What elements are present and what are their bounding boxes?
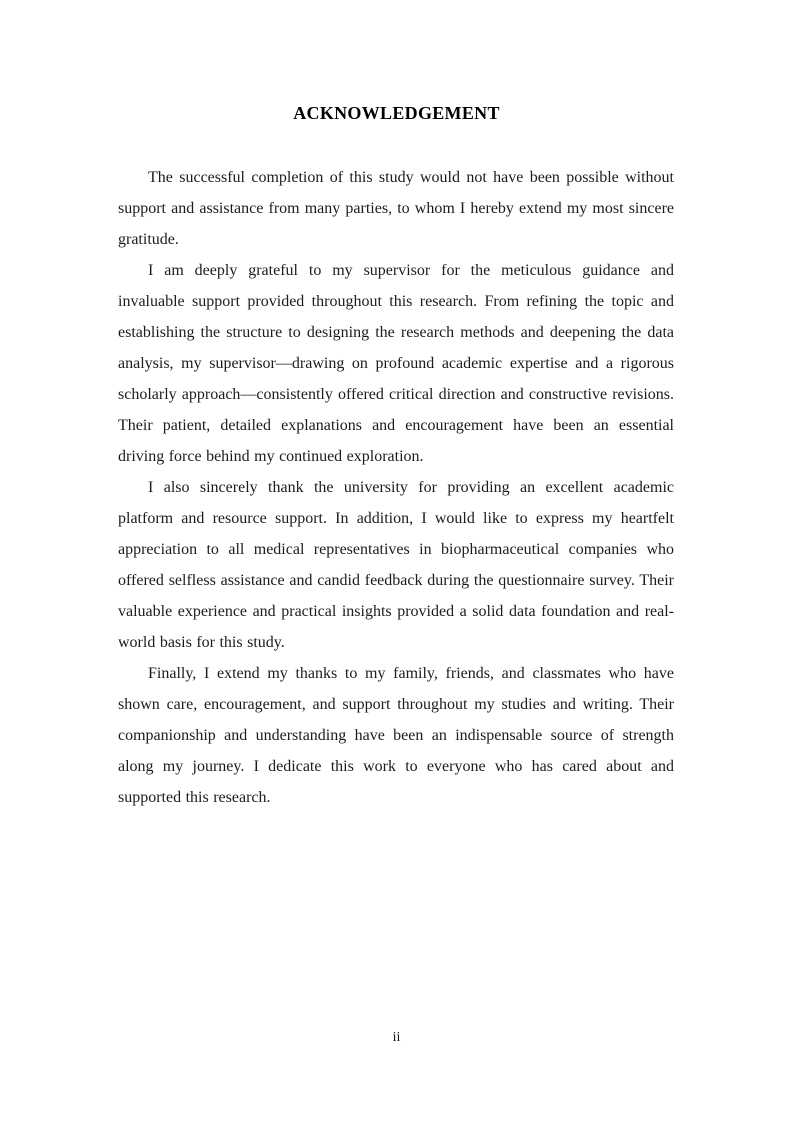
paragraph-4: Finally, I extend my thanks to my family, friends, and classmates who have shown care, encouragement, and support throughout my studies and writing. Their companionship and understanding have been an indispensable source of strength along my journey. I dedicate this work to everyone who has cared about and supported this research. xyxy=(118,665,674,806)
paragraph-1: The successful completion of this study would not have been possible without support and assistance from many parties, to whom I hereby extend my most sincere gratitude. xyxy=(118,169,674,248)
page-title: ACKNOWLEDGEMENT xyxy=(293,103,500,123)
document-body xyxy=(118,162,674,813)
paragraph-2: I am deeply grateful to my supervisor for the meticulous guidance and invaluable support provided throughout this research. From refining the topic and establishing the structure to designing the research methods and deepening the data analysis, my supervisor—drawing on profound academic expertise and a rigorous scholarly approach—consistently offered critical direction and constructive revisions. Their patient, detailed explanations and encouragement have been an essential driving force behind my continued exploration. xyxy=(118,262,674,465)
paragraph-3: I also sincerely thank the university for providing an excellent academic platform and resource support. In addition, I would like to express my heartfelt appreciation to all medical representatives in biopharmaceutical companies who offered selfless assistance and candid feedback during the questionnaire survey. Their valuable experience and practical insights provided a solid data foundation and real-world basis for this study. xyxy=(118,479,674,651)
page-number: ii xyxy=(392,1030,401,1045)
